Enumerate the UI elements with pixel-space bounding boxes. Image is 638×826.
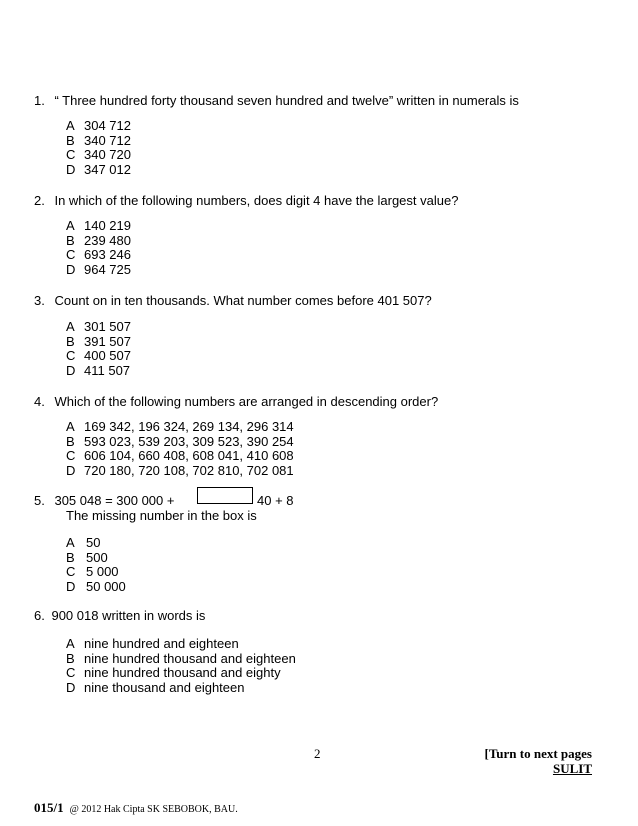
option-text: 400 507 xyxy=(84,348,131,364)
question-number: 4. xyxy=(34,394,45,409)
option-text: 169 342, 196 324, 269 134, 296 314 xyxy=(84,419,294,434)
equation-right: 40 + 8 xyxy=(257,493,294,508)
option-text: 593 023, 539 203, 309 523, 390 254 xyxy=(84,433,294,449)
option-letter: B xyxy=(66,333,75,349)
option-d xyxy=(66,163,131,178)
option-b xyxy=(66,134,131,149)
question-number: 2. xyxy=(34,193,45,208)
option-letter: C xyxy=(66,665,76,681)
question-text: Count on in ten thousands. What number comes before 401 507? xyxy=(54,293,432,308)
option-text: nine hundred thousand and eighteen xyxy=(84,650,296,666)
option-c xyxy=(66,148,131,163)
option-text: 340 720 xyxy=(84,147,131,163)
option-d xyxy=(66,681,296,696)
option-letter: A xyxy=(66,535,75,550)
options-list xyxy=(66,536,126,594)
question-text: “ Three hundred forty thousand seven hundred and twelve” written in numerals is xyxy=(54,93,519,108)
option-c xyxy=(66,349,131,364)
option-b xyxy=(66,335,131,350)
option-letter: D xyxy=(66,679,76,695)
option-c xyxy=(66,248,131,263)
option-letter: D xyxy=(66,462,76,478)
option-letter: B xyxy=(66,650,75,666)
question-text: 900 018 written in words is xyxy=(51,608,206,623)
question-subtext: The missing number in the box is xyxy=(66,508,257,523)
option-text: 411 507 xyxy=(84,362,131,378)
option-c xyxy=(66,449,294,464)
option-letter: A xyxy=(66,419,75,434)
option-letter: C xyxy=(66,147,76,163)
options-list xyxy=(66,320,131,378)
options-list xyxy=(66,219,131,277)
paper-code: 015/1 xyxy=(34,800,64,815)
option-d xyxy=(66,580,126,595)
option-letter: B xyxy=(66,549,75,565)
option-text: nine thousand and eighteen xyxy=(84,679,245,695)
page-number: 2 xyxy=(314,746,321,761)
question-6 xyxy=(34,608,205,623)
option-letter: D xyxy=(66,362,76,378)
option-text: 5 000 xyxy=(86,564,119,580)
option-letter: D xyxy=(66,261,76,277)
option-c xyxy=(66,666,296,681)
classification-label: SULIT xyxy=(552,761,592,776)
option-text: 693 246 xyxy=(84,247,131,263)
option-text: 964 725 xyxy=(84,261,131,277)
option-text: 304 712 xyxy=(84,118,131,133)
option-letter: A xyxy=(66,319,75,334)
option-text: 720 180, 720 108, 702 810, 702 081 xyxy=(84,462,294,478)
option-b xyxy=(66,435,294,450)
question-4 xyxy=(34,394,438,409)
option-letter: A xyxy=(66,218,75,233)
option-a xyxy=(66,420,294,435)
option-text: 50 xyxy=(86,535,101,550)
option-b xyxy=(66,551,126,566)
question-text: Which of the following numbers are arranged in descending order? xyxy=(54,394,439,409)
option-letter: D xyxy=(66,578,76,594)
question-number: 1. xyxy=(34,93,45,108)
option-text: nine hundred thousand and eighty xyxy=(84,665,281,681)
option-d xyxy=(66,263,131,278)
option-letter: C xyxy=(66,247,76,263)
option-b xyxy=(66,652,296,667)
question-number: 6. xyxy=(34,608,45,623)
question-5 xyxy=(34,493,174,508)
option-text: 347 012 xyxy=(84,161,131,177)
answer-box xyxy=(197,487,253,504)
option-text: 606 104, 660 408, 608 041, 410 608 xyxy=(84,448,294,464)
option-a xyxy=(66,320,131,335)
question-1 xyxy=(34,93,519,108)
turn-page-note: [Turn to next pages xyxy=(484,746,592,761)
option-text: 140 219 xyxy=(84,218,131,233)
option-b xyxy=(66,234,131,249)
option-c xyxy=(66,565,126,580)
paper-footer xyxy=(34,799,238,817)
option-text: 239 480 xyxy=(84,232,131,248)
option-d xyxy=(66,364,131,379)
question-text: In which of the following numbers, does digit 4 have the largest value? xyxy=(54,193,459,208)
option-letter: A xyxy=(66,118,75,133)
question-2 xyxy=(34,193,458,208)
options-list xyxy=(66,637,296,695)
option-letter: B xyxy=(66,132,75,148)
option-a xyxy=(66,637,296,652)
option-letter: D xyxy=(66,161,76,177)
option-letter: C xyxy=(66,564,76,580)
question-3 xyxy=(34,293,432,308)
option-letter: C xyxy=(66,448,76,464)
option-letter: C xyxy=(66,348,76,364)
option-d xyxy=(66,464,294,479)
equation-left: 305 048 = 300 000 + xyxy=(54,493,175,508)
option-text: nine hundred and eighteen xyxy=(84,636,239,651)
option-text: 391 507 xyxy=(84,333,131,349)
option-text: 50 000 xyxy=(86,578,126,594)
question-number: 3. xyxy=(34,293,45,308)
copyright-notice: @ 2012 Hak Cipta SK SEBOBOK, BAU. xyxy=(69,804,238,815)
options-list xyxy=(66,119,131,177)
options-list xyxy=(66,420,294,478)
option-text: 500 xyxy=(86,549,108,565)
option-letter: B xyxy=(66,232,75,248)
option-letter: A xyxy=(66,636,75,651)
option-a xyxy=(66,119,131,134)
question-number: 5. xyxy=(34,493,45,508)
option-text: 301 507 xyxy=(84,319,131,334)
option-letter: B xyxy=(66,433,75,449)
option-text: 340 712 xyxy=(84,132,131,148)
option-a xyxy=(66,536,126,551)
option-a xyxy=(66,219,131,234)
